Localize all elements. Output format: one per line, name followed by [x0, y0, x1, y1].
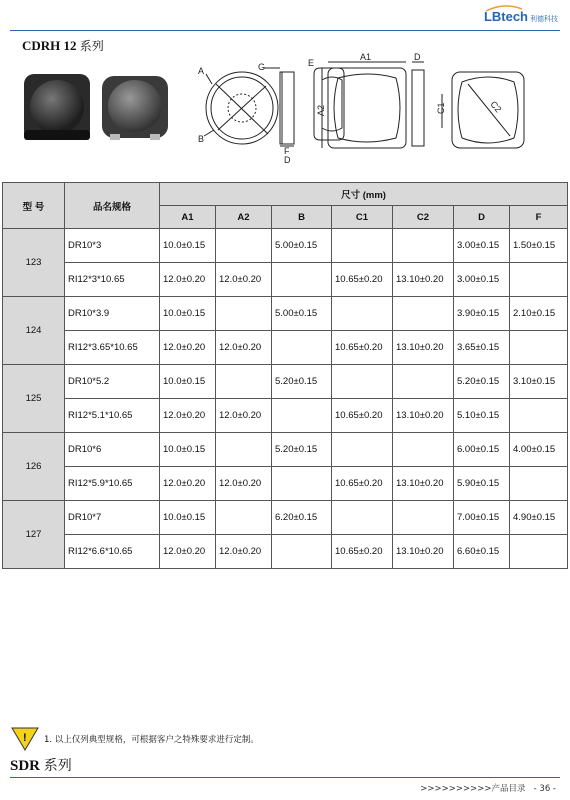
- dimension-cell: [510, 331, 568, 365]
- product-photo-side: [100, 72, 170, 142]
- dimension-cell: 10.0±0.15: [160, 501, 216, 535]
- drawing-label: A1: [360, 52, 372, 62]
- next-series-suffix: 系列: [43, 758, 72, 774]
- dimension-cell: 12.0±0.20: [160, 263, 216, 297]
- spec-table: [2, 182, 568, 569]
- dimension-cell: [272, 331, 332, 365]
- dimension-cell: 6.00±0.15: [454, 433, 510, 467]
- dimension-cell: 3.65±0.15: [454, 331, 510, 365]
- dimension-cell: 5.00±0.15: [272, 297, 332, 331]
- header-spec: 品名规格: [65, 183, 160, 229]
- spec-cell: RI12*3*10.65: [65, 263, 160, 297]
- dimension-cell: 12.0±0.20: [160, 399, 216, 433]
- brand-logo: [484, 8, 558, 26]
- dimension-cell: [510, 535, 568, 569]
- dimension-cell: [510, 399, 568, 433]
- table-row: [3, 433, 568, 467]
- next-series-model: SDR: [10, 758, 41, 774]
- header-dim-col: A2: [216, 206, 272, 229]
- header-dim-col: C2: [393, 206, 454, 229]
- dimension-cell: 10.65±0.20: [332, 331, 393, 365]
- dimension-cell: [510, 263, 568, 297]
- dimension-cell: 3.10±0.15: [510, 365, 568, 399]
- dimension-cell: 10.65±0.20: [332, 467, 393, 501]
- logo-arc-icon: [484, 4, 524, 12]
- dimension-cell: 13.10±0.20: [393, 399, 454, 433]
- dimension-cell: 12.0±0.20: [216, 467, 272, 501]
- dimension-cell: 6.60±0.15: [454, 535, 510, 569]
- svg-text:!: !: [23, 732, 27, 744]
- dimension-cell: 5.90±0.15: [454, 467, 510, 501]
- dimension-cell: [332, 229, 393, 263]
- model-cell: 123: [3, 229, 65, 297]
- table-row: [3, 331, 568, 365]
- table-row: [3, 501, 568, 535]
- drawing-label: A: [198, 66, 205, 76]
- dimension-cell: [393, 297, 454, 331]
- dimension-cell: 3.00±0.15: [454, 263, 510, 297]
- dimension-cell: [393, 501, 454, 535]
- dimension-cell: 10.0±0.15: [160, 297, 216, 331]
- dimension-cell: 12.0±0.20: [216, 399, 272, 433]
- dimension-cell: 12.0±0.20: [160, 331, 216, 365]
- spec-cell: RI12*5.1*10.65: [65, 399, 160, 433]
- model-cell: 127: [3, 501, 65, 569]
- dimension-cell: [332, 433, 393, 467]
- dimension-cell: [216, 297, 272, 331]
- spec-cell: DR10*5.2: [65, 365, 160, 399]
- dimension-cell: 12.0±0.20: [160, 535, 216, 569]
- header-dim-col: C1: [332, 206, 393, 229]
- dimension-cell: 13.10±0.20: [393, 467, 454, 501]
- table-row: [3, 297, 568, 331]
- dimension-cell: 10.0±0.15: [160, 365, 216, 399]
- header-dim-col: D: [454, 206, 510, 229]
- table-row: [3, 263, 568, 297]
- dimension-cell: 12.0±0.20: [160, 467, 216, 501]
- dimension-cell: [510, 467, 568, 501]
- series-model: CDRH 12: [22, 38, 77, 53]
- model-cell: 126: [3, 433, 65, 501]
- model-cell: 125: [3, 365, 65, 433]
- footnote-text: 1. 以上仅列典型规格，可根据客户之特殊要求进行定制。: [44, 735, 259, 745]
- footnote: [10, 726, 259, 752]
- dimension-cell: 7.00±0.15: [454, 501, 510, 535]
- drawing-label: C2: [488, 99, 504, 115]
- series-title: [22, 37, 104, 54]
- model-cell: 124: [3, 297, 65, 365]
- spec-cell: DR10*3.9: [65, 297, 160, 331]
- drawing-label: D: [414, 52, 421, 62]
- spec-cell: RI12*3.65*10.65: [65, 331, 160, 365]
- dimension-cell: 12.0±0.20: [216, 263, 272, 297]
- table-row: [3, 229, 568, 263]
- header-divider: [10, 30, 560, 31]
- dimension-cell: 10.65±0.20: [332, 535, 393, 569]
- product-photo-top: [22, 72, 92, 142]
- dimension-cell: [332, 501, 393, 535]
- dimension-cell: [272, 535, 332, 569]
- spec-cell: DR10*6: [65, 433, 160, 467]
- dimension-cell: 12.0±0.20: [216, 535, 272, 569]
- series-suffix: 系列: [79, 39, 104, 53]
- header-dim-col: B: [272, 206, 332, 229]
- header-dimensions: 尺寸 (mm): [160, 183, 568, 206]
- dimension-cell: 13.10±0.20: [393, 535, 454, 569]
- dimension-cell: [393, 433, 454, 467]
- dimension-cell: [216, 365, 272, 399]
- dimension-cell: 6.20±0.15: [272, 501, 332, 535]
- header-dim-col: A1: [160, 206, 216, 229]
- brand-name-cn: 利德科技: [530, 16, 558, 23]
- page-footer: [420, 782, 556, 794]
- brand-name: LBtech: [483, 9, 528, 24]
- drawing-label: C1: [436, 102, 446, 114]
- dimension-cell: [272, 263, 332, 297]
- header-dim-col: F: [510, 206, 568, 229]
- dimension-cell: 12.0±0.20: [216, 331, 272, 365]
- next-series-title: [10, 755, 72, 775]
- table-row: [3, 365, 568, 399]
- dimension-cell: 3.00±0.15: [454, 229, 510, 263]
- dimension-cell: [272, 467, 332, 501]
- table-row: [3, 535, 568, 569]
- dimension-cell: 5.20±0.15: [272, 433, 332, 467]
- warning-icon: [10, 726, 40, 752]
- dimension-cell: 4.00±0.15: [510, 433, 568, 467]
- dimension-cell: 13.10±0.20: [393, 331, 454, 365]
- dimension-cell: [393, 365, 454, 399]
- page-number: - 36 -: [533, 784, 556, 794]
- dimension-cell: [216, 501, 272, 535]
- table-row: [3, 467, 568, 501]
- spec-cell: RI12*6.6*10.65: [65, 535, 160, 569]
- spec-table-body: [3, 229, 568, 569]
- dimension-cell: 3.90±0.15: [454, 297, 510, 331]
- dimension-cell: 5.10±0.15: [454, 399, 510, 433]
- spec-cell: DR10*3: [65, 229, 160, 263]
- dimension-cell: 5.00±0.15: [272, 229, 332, 263]
- spec-cell: DR10*7: [65, 501, 160, 535]
- drawing-label: A2: [316, 104, 326, 116]
- table-row: [3, 399, 568, 433]
- header-model: 型 号: [3, 183, 65, 229]
- footer-divider: [10, 777, 560, 778]
- drawing-label: E: [308, 58, 315, 68]
- drawing-label: B: [198, 134, 205, 144]
- dimension-cell: [216, 433, 272, 467]
- dimension-cell: 10.65±0.20: [332, 399, 393, 433]
- dimension-cell: [332, 297, 393, 331]
- drawing-label: F: [284, 146, 290, 156]
- catalog-link[interactable]: >>>>>>>>>>产品目录: [420, 784, 526, 794]
- dimension-cell: 10.0±0.15: [160, 229, 216, 263]
- dimension-cell: [332, 365, 393, 399]
- drawing-label: G: [258, 62, 266, 72]
- dimension-cell: [272, 399, 332, 433]
- dimension-cell: [393, 229, 454, 263]
- dimension-cell: 5.20±0.15: [272, 365, 332, 399]
- dimension-cell: 1.50±0.15: [510, 229, 568, 263]
- dimension-drawings: [190, 50, 550, 165]
- dimension-cell: 13.10±0.20: [393, 263, 454, 297]
- spec-cell: RI12*5.9*10.65: [65, 467, 160, 501]
- dimension-cell: 10.65±0.20: [332, 263, 393, 297]
- dimension-cell: 4.90±0.15: [510, 501, 568, 535]
- dimension-cell: [216, 229, 272, 263]
- drawing-label: D: [284, 155, 291, 165]
- dimension-cell: 2.10±0.15: [510, 297, 568, 331]
- dimension-cell: 10.0±0.15: [160, 433, 216, 467]
- dimension-cell: 5.20±0.15: [454, 365, 510, 399]
